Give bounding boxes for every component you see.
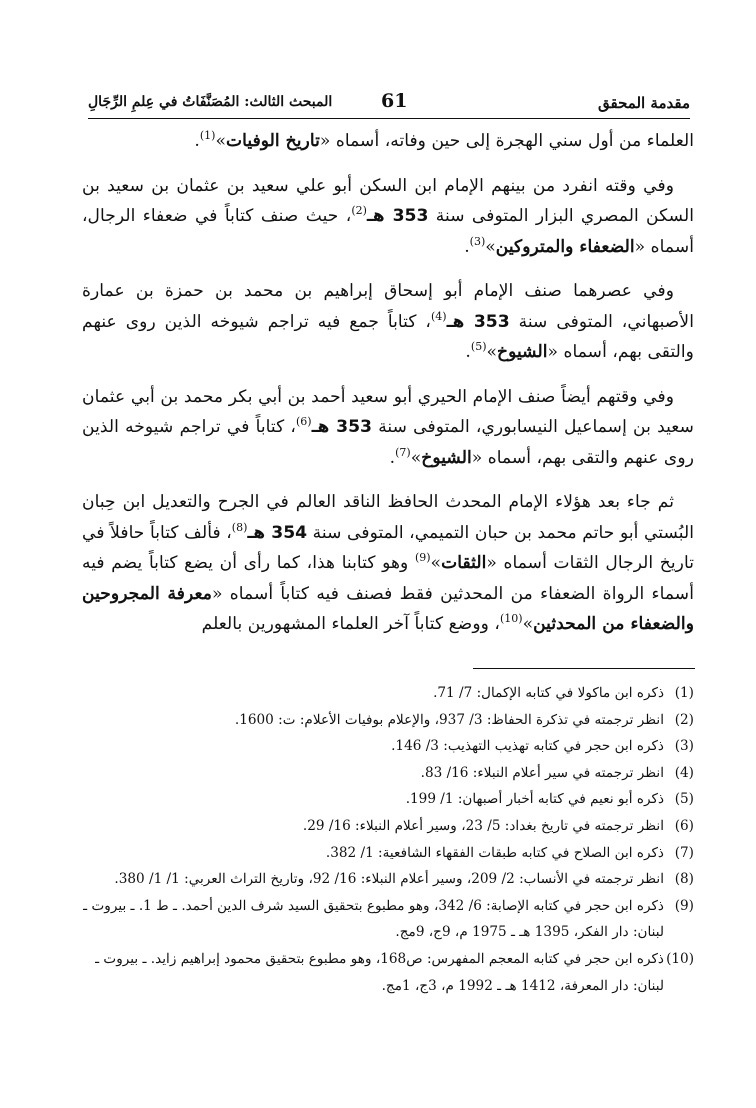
paragraph-2 <box>82 171 694 263</box>
footnote-text: انظر ترجمته في تذكرة الحفاظ: 3/ 937، والإعلام بوفيات الأعلام: ت: 1600. <box>234 711 664 728</box>
text-run: وفي وقته انفرد من بينهم الإمام ابن السكن أبو علي سعيد بن عثمان بن سعيد بن السكن المصري البزار المتوفى سنة <box>82 175 694 226</box>
book-title: تاريخ الوفيات <box>225 131 320 151</box>
footnote-number: (7) <box>674 844 694 861</box>
footnote-text: ذكره ابن حجر في كتابه الإصابة: 6/ 342، وهو مطبوع بتحقيق السيد شرف الدين أحمد. ـ ط 1. ـ بيروت ـ لبنان: دار الفكر، 1395 هـ ـ 1975 م، 9ج، 9مج. <box>83 897 664 941</box>
footnote-separator <box>473 668 695 669</box>
text-run: ، ووضع كتاباً آخر العلماء المشهورين بالعلم <box>201 614 500 634</box>
footnote-ref[interactable]: (2) <box>351 204 367 217</box>
text-run: . <box>465 342 471 362</box>
footnote-item <box>80 680 694 707</box>
footnote-number: (5) <box>674 791 694 808</box>
footnote-number: (1) <box>674 685 694 701</box>
footnote-text: انظر ترجمته في الأنساب: 2/ 209، وسير أعلام النبلاء: 16/ 92، وتاريخ التراث العربي: 1/ 1/ 380. <box>114 871 664 888</box>
footnote-item <box>80 760 694 787</box>
footnote-text: انظر ترجمته في تاريخ بغداد: 5/ 23، وسير أعلام النبلاء: 16/ 29. <box>302 817 664 834</box>
footnote-text: ذكره أبو نعيم في كتابه أخبار أصبهان: 1/ 199. <box>405 791 664 808</box>
footnote-text: ذكره ابن الصلاح في كتابه طبقات الفقهاء الشافعية: 1/ 382. <box>325 844 664 861</box>
footnote-text: ذكره ابن ماكولا في كتابه الإكمال: 7/ 71. <box>433 685 664 701</box>
footnote-item <box>80 813 694 840</box>
text-run: ، حيث صنف كتاباً في ضعفاء الرجال، أسماه « <box>82 206 694 257</box>
footnote-number: (2) <box>674 711 694 728</box>
death-year: 353 هـ <box>366 206 429 226</box>
paragraph-1 <box>82 126 694 157</box>
footnote-item <box>80 866 694 893</box>
footnote-ref[interactable]: (8) <box>231 520 248 534</box>
footnote-number: (9) <box>674 897 694 914</box>
footnote-ref[interactable]: (3) <box>469 234 486 248</box>
page-number: 61 <box>381 90 408 112</box>
text-run: . <box>194 131 200 151</box>
text-run: . <box>464 236 470 257</box>
footnote-ref[interactable]: (7) <box>395 445 411 459</box>
chapter-title: المبحث الثالث: المُصَنَّفَاتُ في عِلمِ الرِّجَالِ <box>88 94 333 110</box>
footnote-ref[interactable]: (5) <box>470 340 487 353</box>
footnote-ref[interactable]: (6) <box>296 415 312 428</box>
death-year: 354 هـ <box>247 522 308 543</box>
text-run: ثم جاء بعد هؤلاء الإمام المحدث الحافظ الناقد العالم في الجرح والتعديل ابن حِبان البُستي أبو حاتم محمد بن حبان التميمي، المتوفى سنة <box>82 492 694 543</box>
footnote-number: (4) <box>674 764 694 781</box>
book-title: الشيوخ <box>421 447 472 468</box>
paragraph-5 <box>82 487 694 640</box>
footnote-item <box>80 946 694 999</box>
text-run: ، فألف كتاباً حافلاً في تاريخ الرجال الثقات أسماه « <box>82 522 694 573</box>
footnote-number: (6) <box>674 817 694 834</box>
death-year: 353 هـ <box>311 417 372 437</box>
running-header <box>88 88 690 119</box>
text-run: » <box>430 553 442 573</box>
footnote-number: (3) <box>674 738 694 755</box>
footnote-item <box>80 707 694 734</box>
book-title: الثقات <box>441 553 487 573</box>
footnote-item <box>80 733 694 760</box>
footnote-item <box>80 786 694 813</box>
paragraph-4 <box>82 382 694 474</box>
text-run: وهو كتابنا هذا، كما رأى أن يضع كتاباً يضم فيه أسماء الرواة الضعفاء من المحدثين فقط فصنف فيه كتاباً أسماه « <box>82 553 694 604</box>
section-title: مقدمة المحقق <box>598 94 690 112</box>
book-title: الشيوخ <box>497 342 548 362</box>
text-run: ، كتاباً جمع فيه تراجم شيوخه الذين روى عنهم والتقى بهم، أسماه « <box>82 311 694 362</box>
footnote-ref[interactable]: (1) <box>199 129 216 142</box>
text-run: » <box>486 342 497 362</box>
footnotes <box>80 680 694 999</box>
footnote-item <box>80 893 694 946</box>
text-run: وفي وقتهم أيضاً صنف الإمام الحيري أبو سعيد أحمد بن أبي بكر محمد بن أبي عثمان سعيد بن إسماعيل النيسابوري، المتوفى سنة <box>82 386 695 437</box>
book-title: معرفة المجروحين والضعفاء من المحدثين <box>82 583 694 634</box>
footnote-number: (8) <box>674 871 694 888</box>
text-run: ، كتاباً في تراجم شيوخه الذين روى عنهم والتقى بهم، أسماه « <box>82 417 694 468</box>
text-run: » <box>485 236 496 257</box>
death-year: 353 هـ <box>446 311 510 332</box>
text-run: » <box>522 614 534 634</box>
main-text <box>82 126 694 654</box>
text-run: وفي عصرهما صنف الإمام أبو إسحاق إبراهيم بن محمد بن حمزة بن عمارة الأصبهاني، المتوفى سنة <box>82 281 694 332</box>
text-run: العلماء من أول سني الهجرة إلى حين وفاته، أسماه « <box>319 131 694 151</box>
footnote-item <box>80 840 694 867</box>
paragraph-3 <box>82 276 694 368</box>
footnote-text: ذكره ابن حجر في كتابه تهذيب التهذيب: 3/ 146. <box>391 738 664 755</box>
book-title: الضعفاء والمتروكين <box>495 236 635 257</box>
text-run: » <box>215 131 226 151</box>
footnote-text: ذكره ابن حجر في كتابه المعجم المفهرس: ص168، وهو مطبوع بتحقيق محمود إبراهيم زايد. ـ بيروت ـ لبنان: دار المعرفة، 1412 هـ ـ 1992 م، 3ج، 1مج. <box>95 950 664 994</box>
footnote-ref[interactable]: (9) <box>414 551 431 564</box>
footnote-text: انظر ترجمته في سير أعلام النبلاء: 16/ 83. <box>420 764 664 781</box>
footnote-number: (10) <box>666 950 694 967</box>
footnote-ref[interactable]: (4) <box>430 309 447 323</box>
footnote-ref[interactable]: (10) <box>499 612 523 625</box>
text-run: » <box>410 447 422 468</box>
text-run: . <box>389 447 396 468</box>
